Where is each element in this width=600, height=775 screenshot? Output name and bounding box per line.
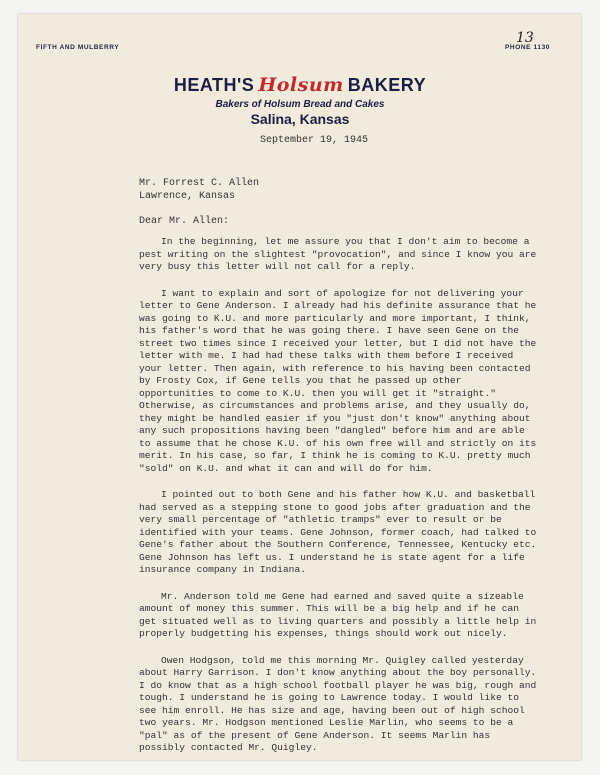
letter-body: [139, 236, 539, 769]
company-name-right: BAKERY: [347, 75, 427, 95]
company-name-left: HEATH'S: [173, 75, 255, 95]
holsum-logo: Holsum: [258, 74, 344, 96]
handwritten-mark: 13: [516, 30, 534, 46]
salutation: Dear Mr. Allen:: [139, 216, 230, 227]
paragraph: Mr. Anderson told me Gene had earned and saved quite a sizeable amount of money this summer. This will be a big help and if he can get situated well as to living quarters and possibly a little help in properly budgetting his expenses, things should work out nicely.: [139, 590, 537, 639]
paragraph: I pointed out to both Gene and his father how K.U. and basketball had served as a stepping stone to good jobs after graduation and the very small percentage of "athletic tramps" ever to result or be identified with your teams. Gene Johnson, former coach, had talked to Gene's father about the Southern Conference, Tennessee, Kentucky etc. Gene Johnson has left us. I understand he is state agent for a life insurance company in Indiana.: [139, 489, 537, 575]
paragraph: I want to explain and sort of apologize for not delivering your letter to Gene Anderson. I already had his definite assurance that he was going to K.U. and more particularly and more important, I think, his father's word that he was going there. I have seen Gene on the street two times since I received your letter, but I did not have the letter with me. I had had these talks with them before I received your letter. Then again, with reference to his having been contacted by Frosty Cox, if Gene tells you that he passed up other opportunities to come to K.U. then you will get it "straight." Otherwise, as circumstances and problems arise, and they usually do, they might be handled easier if you "just don't know" anything about any such propositions having been "dangled" before him and are able to assume that he chose K.U. of his own free will and strictly on its merit. In his case, so far, I think he is coming to K.U. pretty much "sold" on K.U. and what it can and will do for him.: [139, 287, 537, 474]
letterhead-address: FIFTH AND MULBERRY: [36, 44, 120, 51]
paragraph: Owen Hodgson, told me this morning Mr. Quigley called yesterday about Harry Garrison. I don't know anything about the boy personally. I do know that as a high school football player he was big, rough and tough. I understand he is going to Lawrence today. I would like to see him enroll. He has size and age, having been out of high school two years. Mr. Hodgson mentioned Leslie Marlin, who seems to be a "pal" as of the present of Gene Anderson. It seems Marlin has possibly contacted Mr. Quigley.: [139, 654, 537, 753]
paragraph: In the beginning, let me assure you that I don't aim to become a pest writing on the slightest "provocation", and since I know you are very busy this letter will not call for a reply.: [139, 236, 537, 272]
company-city: Salina, Kansas: [250, 111, 350, 127]
letterhead-phone: PHONE 1130: [505, 44, 551, 51]
letter-date: September 19, 1945: [260, 135, 369, 146]
recipient-name: Mr. Forrest C. Allen: [139, 178, 260, 189]
recipient-city: Lawrence, Kansas: [139, 191, 236, 202]
company-name: [0, 74, 600, 96]
company-tagline: Bakers of Holsum Bread and Cakes: [215, 99, 385, 110]
